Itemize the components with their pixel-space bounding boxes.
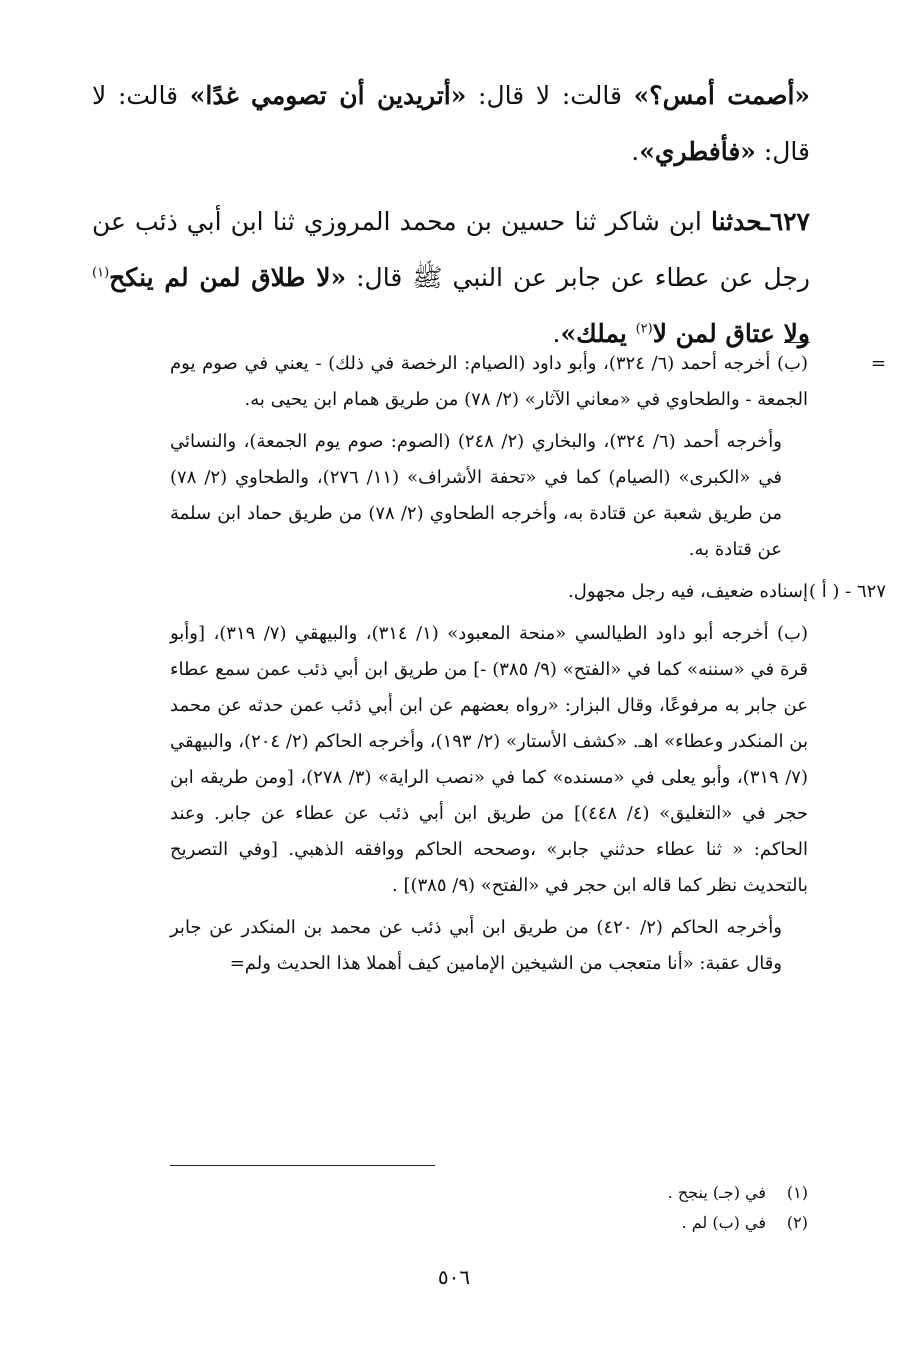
note-text: (ب) أخرجه أبو داود الطيالسي «منحة المعبود» (١/ ٣١٤)، والبيهقي (٧/ ٣١٩)، [وأبو قرة في «سننه» كما في «الفتح» (٩/ ٣٨٥) -] من طريق ابن أبي ذئب عمن سمع عطاء عن جابر به مرفوعًا، وقال البزار: «رواه بعضهم عن ابن أبي ذئب عمن حدثه عن محمد بن المنكدر وعطاء» اهـ. «كشف الأستار» (٢/ ١٩٣)، وأخرجه الحاكم (٢/ ٢٠٤)، والبيهقي (٧/ ٣١٩)، وأبو يعلى في «مسنده» كما في «نصب الراية» (٣/ ٢٧٨)، [ومن طريقه ابن حجر في «التغليق» (٤/ ٤٤٨)] من طريق ابن أبي ذئب عن عطاء عن جابر. وعند الحاكم: « ثنا عطاء حدثني جابر» ،وصححه الحاكم ووافقه الذهبي. [وفي التصريح بالتحديث نظر كما قاله ابن حجر في «الفتح» (٩/ ٣٨٥)] . bbox=[170, 623, 809, 896]
footnote-number: (٢) bbox=[786, 1213, 808, 1232]
main-text bbox=[92, 68, 810, 362]
quote: «أتريدين أن تصومي غدًا» bbox=[189, 81, 467, 110]
hadith-627 bbox=[92, 194, 810, 362]
continuation-marker: = bbox=[870, 353, 886, 374]
separator-rule bbox=[784, 342, 810, 343]
text: قالت: لا قال: bbox=[466, 81, 634, 110]
footnote-text: في (جـ) ينجح . bbox=[667, 1183, 766, 1202]
footnote-ref-2[interactable]: (٢) bbox=[635, 321, 653, 337]
footnote-ref-1[interactable]: (١) bbox=[92, 265, 110, 281]
hadith-lead: حدثنا bbox=[710, 207, 763, 236]
text: . bbox=[631, 137, 640, 166]
footnote-number: (١) bbox=[786, 1183, 808, 1202]
note-paragraph bbox=[170, 424, 808, 568]
quote: «فأفطري» bbox=[639, 137, 756, 166]
note-number-marker: ٦٢٧ - ( أ ) bbox=[808, 581, 886, 602]
page-number: ٥٠٦ bbox=[437, 1265, 471, 1289]
text: قالت: لا قال: bbox=[92, 81, 810, 166]
hadith-quote: ولا عتاق لمن لا bbox=[652, 319, 810, 348]
quote: «أصمت أمس؟» bbox=[633, 81, 811, 110]
footnote-2 bbox=[268, 1208, 808, 1238]
note-text: (ب) أخرجه أحمد (٦/ ٣٢٤)، وأبو داود (الصيام: الرخصة في ذلك) - يعني في صوم يوم الجمعة - والطحاوي في «معاني الآثار» (٢/ ٧٨) من طريق همام ابن يحيى به. bbox=[170, 353, 808, 410]
note-paragraph bbox=[170, 574, 886, 610]
note-paragraph bbox=[170, 910, 808, 982]
note-text: إسناده ضعيف، فيه رجل مجهول. bbox=[568, 581, 808, 602]
note-paragraph bbox=[170, 346, 886, 418]
footnote-rule bbox=[170, 1165, 435, 1166]
note-paragraph bbox=[170, 616, 808, 904]
commentary bbox=[170, 346, 886, 982]
footnote-1 bbox=[268, 1178, 808, 1208]
note-text: وأخرجه الحاكم (٢/ ٤٢٠) من طريق ابن أبي ذئب عن محمد بن المنكدر عن جابر وقال عقبة: «أنا متعجب من الشيخين الإمامين كيف أهملا هذا الحديث ولم= bbox=[170, 917, 782, 974]
hadith-number: ٦٢٧ bbox=[769, 207, 810, 236]
main-paragraph-1 bbox=[92, 68, 810, 180]
footnote-text: في (ب) لم . bbox=[681, 1213, 766, 1232]
hadith-dash: ـ bbox=[762, 207, 770, 236]
hadith-quote: «لا طلاق لمن لم ينكح bbox=[109, 263, 347, 292]
note-text: وأخرجه أحمد (٦/ ٣٢٤)، والبخاري (٢/ ٢٤٨) (الصوم: صوم يوم الجمعة)، والنسائي في «الكبرى» (الصيام) كما في «تحفة الأشراف» (١١/ ٢٧٦)، والطحاوي (٢/ ٧٨) من طريق شعبة عن قتادة به، وأخرجه الطحاوي (٢/ ٧٨) من طريق حماد ابن سلمة عن قتادة به. bbox=[170, 431, 782, 560]
text: . bbox=[552, 319, 561, 348]
hadith-quote: يملك» bbox=[560, 319, 636, 348]
hadith-chain: ابن شاكر ثنا حسين بن محمد المروزي ثنا ابن أبي ذئب عن رجل عن عطاء عن جابر عن النبي ﷺ قال: bbox=[92, 207, 810, 292]
